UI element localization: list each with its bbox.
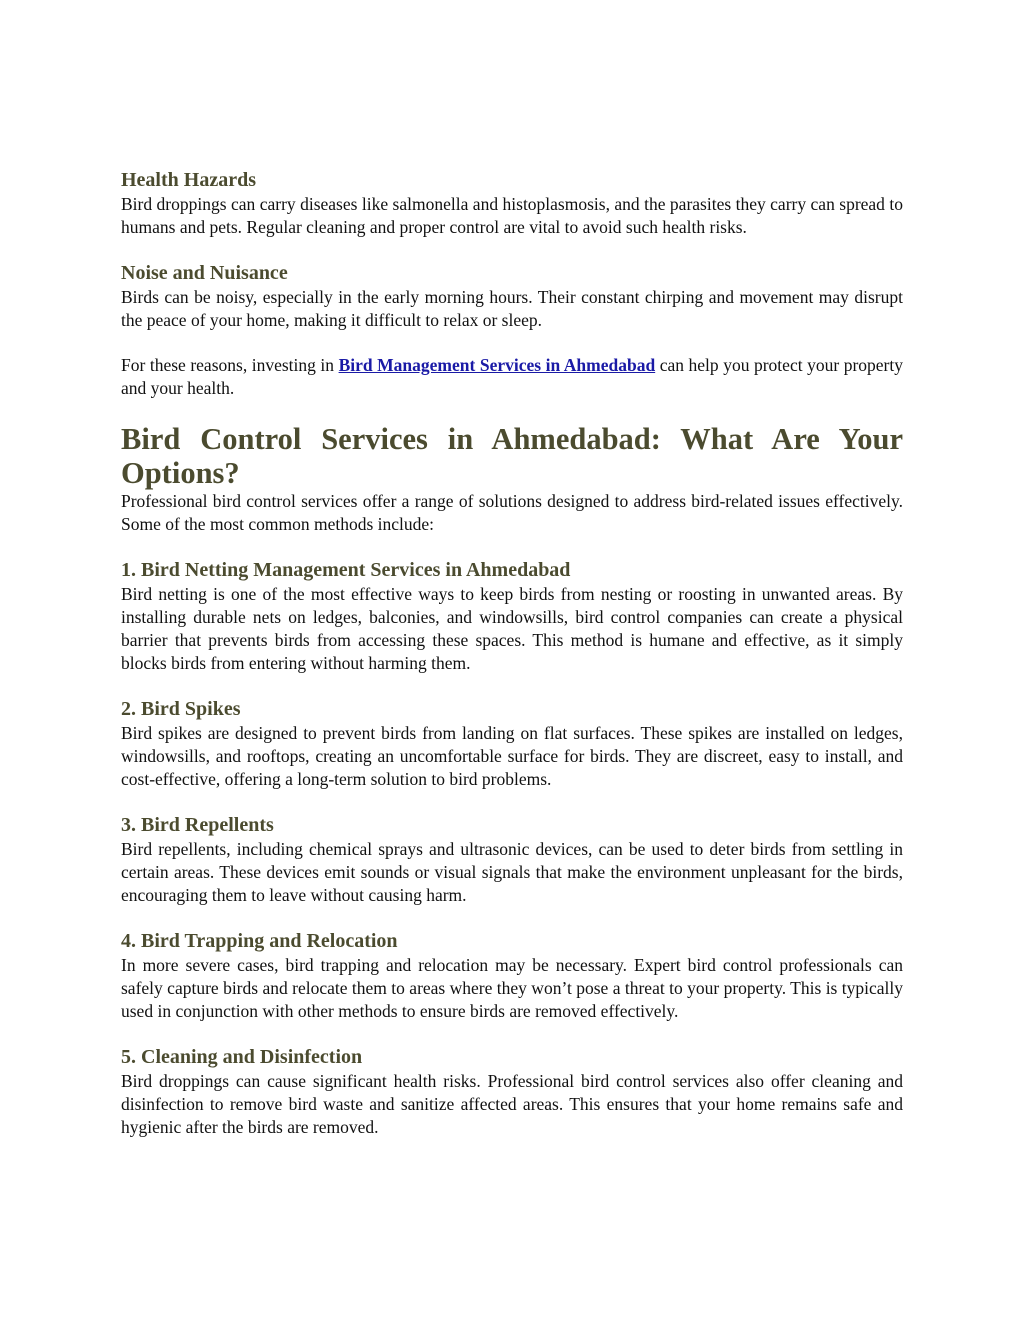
noise-nuisance-heading: Noise and Nuisance bbox=[121, 262, 288, 284]
section-reasons bbox=[121, 354, 903, 400]
bird-trapping-heading: 4. Bird Trapping and Relocation bbox=[121, 930, 398, 952]
reasons-paragraph bbox=[121, 354, 903, 400]
health-hazards-paragraph: Bird droppings can carry diseases like salmonella and histoplasmosis, and the parasites they carry can spread to humans and pets. Regular cleaning and proper control are vital to avoid such health risks. bbox=[121, 194, 903, 237]
section-bird-netting bbox=[121, 558, 903, 675]
bird-repellents-heading: 3. Bird Repellents bbox=[121, 814, 274, 836]
bird-management-services-link[interactable]: Bird Management Services in Ahmedabad bbox=[338, 355, 656, 375]
bird-repellents-paragraph: Bird repellents, including chemical sprays and ultrasonic devices, can be used to deter birds from settling in certain areas. These devices emit sounds or visual signals that make the environment unpleasant for the birds, encouraging them to leave without causing harm. bbox=[121, 839, 903, 905]
section-health-hazards bbox=[121, 168, 903, 239]
section-options bbox=[121, 422, 903, 536]
section-bird-spikes bbox=[121, 697, 903, 791]
bird-spikes-paragraph: Bird spikes are designed to prevent birds from landing on flat surfaces. These spikes are installed on ledges, windowsills, and rooftops, creating an uncomfortable surface for birds. They are discreet, easy to install, and cost-effective, offering a long-term solution to bird problems. bbox=[121, 723, 903, 789]
bird-netting-paragraph: Bird netting is one of the most effective ways to keep birds from nesting or roosting in unwanted areas. By installing durable nets on ledges, balconies, and windowsills, bird control companies can create a physical barrier that prevents birds from accessing these spaces. This method is humane and effective, as it simply blocks birds from entering without harming them. bbox=[121, 584, 903, 673]
options-heading: Bird Control Services in Ahmedabad: What Are Your Options? bbox=[121, 422, 903, 490]
bird-netting-heading: 1. Bird Netting Management Services in Ahmedabad bbox=[121, 559, 571, 581]
reasons-text-before: For these reasons, investing in bbox=[121, 355, 339, 375]
section-cleaning bbox=[121, 1045, 903, 1139]
document-body bbox=[121, 168, 903, 1161]
section-bird-trapping bbox=[121, 929, 903, 1023]
section-noise-nuisance bbox=[121, 261, 903, 332]
options-paragraph: Professional bird control services offer a range of solutions designed to address bird-related issues effectively. Some of the most common methods include: bbox=[121, 491, 903, 534]
section-bird-repellents bbox=[121, 813, 903, 907]
cleaning-disinfection-paragraph: Bird droppings can cause significant health risks. Professional bird control services also offer cleaning and disinfection to remove bird waste and sanitize affected areas. This ensures that your home remains safe and hygienic after the birds are removed. bbox=[121, 1071, 903, 1137]
noise-nuisance-paragraph: Birds can be noisy, especially in the early morning hours. Their constant chirping and movement may disrupt the peace of your home, making it difficult to relax or sleep. bbox=[121, 287, 903, 330]
health-hazards-heading: Health Hazards bbox=[121, 169, 256, 191]
bird-spikes-heading: 2. Bird Spikes bbox=[121, 698, 241, 720]
bird-trapping-paragraph: In more severe cases, bird trapping and relocation may be necessary. Expert bird control professionals can safely capture birds and relocate them to areas where they won’t pose a threat to your property. This is typically used in conjunction with other methods to ensure birds are removed effectively. bbox=[121, 955, 903, 1021]
reasons-text-after: can help you protect your property and your health. bbox=[121, 355, 903, 398]
cleaning-disinfection-heading: 5. Cleaning and Disinfection bbox=[121, 1046, 363, 1068]
